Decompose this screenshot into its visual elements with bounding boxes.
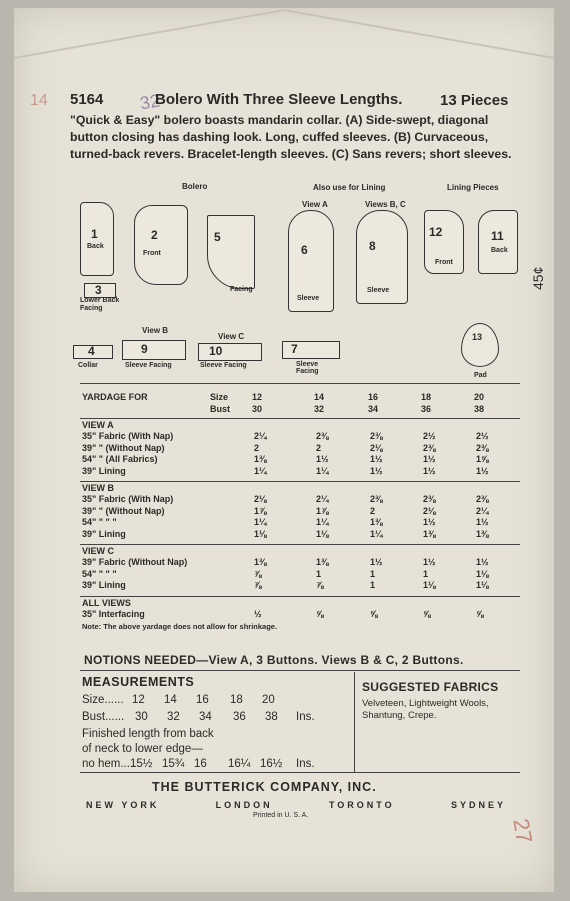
length-value: 16 bbox=[194, 758, 207, 770]
yardage-value: 2¼ bbox=[254, 431, 267, 441]
yardage-value: 2¼ bbox=[476, 505, 489, 516]
divider bbox=[80, 596, 520, 597]
city: TORONTO bbox=[328, 800, 395, 810]
pattern-number: 5164 bbox=[70, 91, 104, 108]
size-20: 20 bbox=[474, 392, 485, 402]
yardage-value: 2⅜ bbox=[423, 494, 436, 504]
notions-needed: NOTIONS NEEDED—View A, 3 Buttons. Views B & C, 2 Buttons. bbox=[84, 653, 464, 667]
yardage-value: 1½ bbox=[476, 465, 489, 476]
row-label: 35" Interfacing bbox=[82, 608, 145, 619]
piece-13-label: Pad bbox=[474, 372, 487, 379]
finished-length-label: Finished length from back bbox=[82, 728, 214, 740]
bust-value: 36 bbox=[233, 711, 246, 723]
bust-label: Bust bbox=[210, 404, 230, 414]
bust-34: 34 bbox=[368, 404, 379, 414]
label-view-c: View C bbox=[218, 332, 245, 341]
yardage-value: 1½ bbox=[423, 517, 436, 527]
yardage-value: 1⅜ bbox=[476, 528, 489, 539]
yardage-value: 1⅜ bbox=[254, 557, 267, 567]
label-view-b: View B bbox=[142, 326, 169, 335]
label-bolero: Bolero bbox=[182, 182, 208, 191]
yardage-value: 2⅜ bbox=[370, 494, 383, 504]
yardage-value: 1⅛ bbox=[316, 528, 329, 539]
size-14: 14 bbox=[314, 392, 325, 402]
piece-9-sleeve-facing: 9 bbox=[122, 340, 186, 360]
yardage-value: 2 bbox=[370, 505, 376, 516]
yardage-value: 1½ bbox=[476, 517, 489, 527]
yardage-value: 1⅛ bbox=[476, 580, 489, 590]
yardage-value: 1⅜ bbox=[370, 517, 383, 527]
piece-count: 13 Pieces bbox=[440, 92, 509, 109]
section-title: VIEW C bbox=[82, 546, 115, 556]
divider bbox=[80, 544, 520, 545]
bust-30: 30 bbox=[252, 404, 263, 414]
size-18: 18 bbox=[421, 392, 432, 402]
yardage-value: 1⅜ bbox=[423, 528, 436, 539]
piece-13-pad: 13 bbox=[461, 323, 499, 367]
piece-11-back: 11 Back bbox=[478, 210, 518, 274]
yardage-value: 2⅜ bbox=[370, 431, 383, 441]
piece-7-label: Sleeve Facing bbox=[296, 361, 319, 375]
label-view-a: View A bbox=[302, 200, 328, 209]
yardage-value: ⅞ bbox=[254, 580, 262, 590]
finished-length-label: of neck to lower edge— bbox=[82, 743, 203, 755]
yardage-note: Note: The above yardage does not allow for shrinkage. bbox=[82, 622, 278, 631]
divider bbox=[80, 481, 520, 482]
unit-label: Ins. bbox=[296, 711, 315, 723]
size-value: 20 bbox=[262, 694, 275, 706]
pattern-description: "Quick & Easy" bolero boasts mandarin collar. (A) Side-swept, diagonal button closing has dashing look. Long, cuffed sleeves. (B) Curvaceous, turned-back revers. Bracelet-length sleeves. (C) Sans revers; short sleeves. bbox=[70, 113, 512, 161]
row-label: 39" Lining bbox=[82, 465, 126, 476]
size-value: 12 bbox=[132, 694, 145, 706]
divider bbox=[80, 418, 520, 419]
unit-label: Ins. bbox=[296, 758, 315, 770]
yardage-value: 2⅜ bbox=[476, 494, 489, 504]
yardage-value: ½ bbox=[254, 608, 262, 619]
bust-value: 38 bbox=[265, 711, 278, 723]
yardage-value: 1½ bbox=[476, 557, 489, 567]
yardage-value: 1⅛ bbox=[476, 568, 489, 579]
city: SYDNEY bbox=[450, 800, 506, 810]
row-label: 39" Lining bbox=[82, 580, 126, 590]
yardage-value: 1⅛ bbox=[254, 528, 267, 539]
yardage-value: 1½ bbox=[423, 465, 436, 476]
row-label: 39" " (Without Nap) bbox=[82, 442, 165, 453]
yardage-value: 1½ bbox=[370, 557, 383, 567]
yardage-value: 1½ bbox=[423, 454, 436, 464]
company-name: THE BUTTERICK COMPANY, INC. bbox=[152, 780, 377, 794]
yardage-value: 2¼ bbox=[316, 494, 329, 504]
bust-38: 38 bbox=[474, 404, 485, 414]
bust-value: 30 bbox=[135, 711, 148, 723]
section-title: ALL VIEWS bbox=[82, 597, 131, 608]
label-lining-pieces: Lining Pieces bbox=[447, 183, 499, 192]
divider bbox=[354, 672, 355, 772]
length-value: 16½ bbox=[260, 758, 283, 770]
row-label: 54" " " " bbox=[82, 568, 117, 579]
yardage-value: 2⅛ bbox=[423, 505, 436, 516]
piece-7-sleeve-facing: 7 bbox=[282, 341, 340, 359]
bust-value: 34 bbox=[199, 711, 212, 723]
divider bbox=[80, 772, 520, 773]
yardage-value: 1 bbox=[370, 580, 376, 590]
price: 45¢ bbox=[530, 266, 546, 290]
size-value: 14 bbox=[164, 694, 177, 706]
piece-10-sleeve-facing: 10 bbox=[198, 343, 262, 361]
piece-5-facing: 5 Facing bbox=[207, 215, 255, 289]
row-label: 39" Fabric (Without Nap) bbox=[82, 557, 188, 567]
yardage-value: 1¼ bbox=[316, 517, 329, 527]
piece-3-label: Lower Back Facing bbox=[80, 297, 120, 312]
yardage-value: 1⅝ bbox=[476, 454, 489, 464]
yardage-value: 1¼ bbox=[370, 528, 383, 539]
piece-4-label: Collar bbox=[78, 362, 98, 369]
yardage-value: 2 bbox=[316, 442, 322, 453]
piece-8-sleeve: 8 Sleeve bbox=[356, 210, 408, 304]
cities bbox=[86, 800, 506, 810]
yardage-value: ⅞ bbox=[316, 580, 324, 590]
yardage-value: 2½ bbox=[476, 431, 489, 441]
yardage-value: 1 bbox=[423, 568, 429, 579]
label-views-bc: Views B, C bbox=[365, 200, 406, 209]
yardage-value: 1⅛ bbox=[423, 580, 436, 590]
piece-9-label: Sleeve Facing bbox=[125, 362, 172, 369]
yardage-value: 1¼ bbox=[316, 465, 329, 476]
divider bbox=[80, 383, 520, 384]
yardage-value: 2⅜ bbox=[476, 442, 489, 453]
yardage-title: YARDAGE FOR bbox=[82, 392, 148, 402]
yardage-value: 2½ bbox=[423, 431, 436, 441]
measurements-title: MEASUREMENTS bbox=[82, 675, 195, 689]
yardage-value: ⅝ bbox=[316, 608, 324, 619]
envelope-flap bbox=[14, 8, 554, 78]
yardage-value: 1⅞ bbox=[254, 505, 267, 516]
row-label: 54" " (All Fabrics) bbox=[82, 454, 158, 464]
row-label: 35" Fabric (With Nap) bbox=[82, 494, 174, 504]
yardage-value: 1½ bbox=[316, 454, 329, 464]
size-value: 16 bbox=[196, 694, 209, 706]
pattern-title: Bolero With Three Sleeve Lengths. bbox=[155, 91, 403, 108]
yardage-value: 2⅛ bbox=[254, 494, 267, 504]
yardage-value: 2 bbox=[254, 442, 260, 453]
suggested-fabrics-title: SUGGESTED FABRICS bbox=[362, 680, 499, 694]
length-value: 15½ bbox=[130, 758, 153, 770]
piece-4-collar: 4 bbox=[73, 345, 113, 359]
yardage-value: 1⅞ bbox=[316, 505, 329, 516]
yardage-value: 1¼ bbox=[254, 465, 267, 476]
size-value: 18 bbox=[230, 694, 243, 706]
piece-1-back: 1 Back bbox=[80, 202, 114, 276]
piece-10-label: Sleeve Facing bbox=[200, 362, 247, 369]
handwritten-bottom: 27 bbox=[508, 816, 538, 846]
yardage-value: 1⅜ bbox=[254, 454, 267, 464]
yardage-value: ⅝ bbox=[370, 608, 378, 619]
length-value: 16¼ bbox=[228, 758, 251, 770]
yardage-value: 2⅜ bbox=[423, 442, 436, 453]
yardage-value: ⅝ bbox=[476, 608, 484, 619]
bust-36: 36 bbox=[421, 404, 432, 414]
yardage-value: 2⅜ bbox=[316, 431, 329, 441]
size-12: 12 bbox=[252, 392, 263, 402]
bust-value: 32 bbox=[167, 711, 180, 723]
yardage-value: 1⅜ bbox=[316, 557, 329, 567]
size-label: Size...... bbox=[82, 694, 124, 706]
piece-6-sleeve: 6 Sleeve bbox=[288, 210, 334, 312]
bust-32: 32 bbox=[314, 404, 325, 414]
piece-3-lower-back-facing: 3 bbox=[84, 283, 116, 298]
yardage-value: 1½ bbox=[370, 465, 383, 476]
row-label: 39" Lining bbox=[82, 528, 126, 539]
yardage-value: 1¼ bbox=[254, 517, 267, 527]
row-label: 54" " " " bbox=[82, 517, 117, 527]
size-label: Size bbox=[210, 392, 229, 402]
handwritten-top: 32 bbox=[138, 90, 162, 114]
yardage-value: 1½ bbox=[423, 557, 436, 567]
suggested-fabrics-text: Velveteen, Lightweight Wools, Shantung, Crepe. bbox=[362, 698, 489, 721]
yardage-value: ⅞ bbox=[254, 568, 262, 579]
bust-label: Bust...... bbox=[82, 711, 125, 723]
yardage-value: 2⅛ bbox=[370, 442, 383, 453]
yardage-value: 1½ bbox=[370, 454, 383, 464]
length-value: 15¾ bbox=[162, 758, 185, 770]
piece-12-front: 12 Front bbox=[424, 210, 464, 274]
label-also-lining: Also use for Lining bbox=[313, 183, 386, 192]
handwritten-left: 14 bbox=[30, 92, 48, 109]
printed-in: Printed in U. S. A. bbox=[253, 812, 309, 819]
city: NEW YORK bbox=[86, 800, 160, 810]
row-label: 35" Fabric (With Nap) bbox=[82, 431, 174, 441]
yardage-value: ⅝ bbox=[423, 608, 431, 619]
section-title: VIEW B bbox=[82, 483, 115, 493]
city: LONDON bbox=[215, 800, 273, 810]
divider bbox=[80, 670, 520, 671]
piece-2-front: 2 Front bbox=[134, 205, 188, 285]
row-label: 39" " (Without Nap) bbox=[82, 505, 165, 516]
yardage-value: 1 bbox=[370, 568, 376, 579]
section-title: VIEW A bbox=[82, 420, 114, 430]
yardage-value: 1 bbox=[316, 568, 322, 579]
no-hem-label: no hem..... bbox=[82, 758, 137, 770]
size-16: 16 bbox=[368, 392, 379, 402]
